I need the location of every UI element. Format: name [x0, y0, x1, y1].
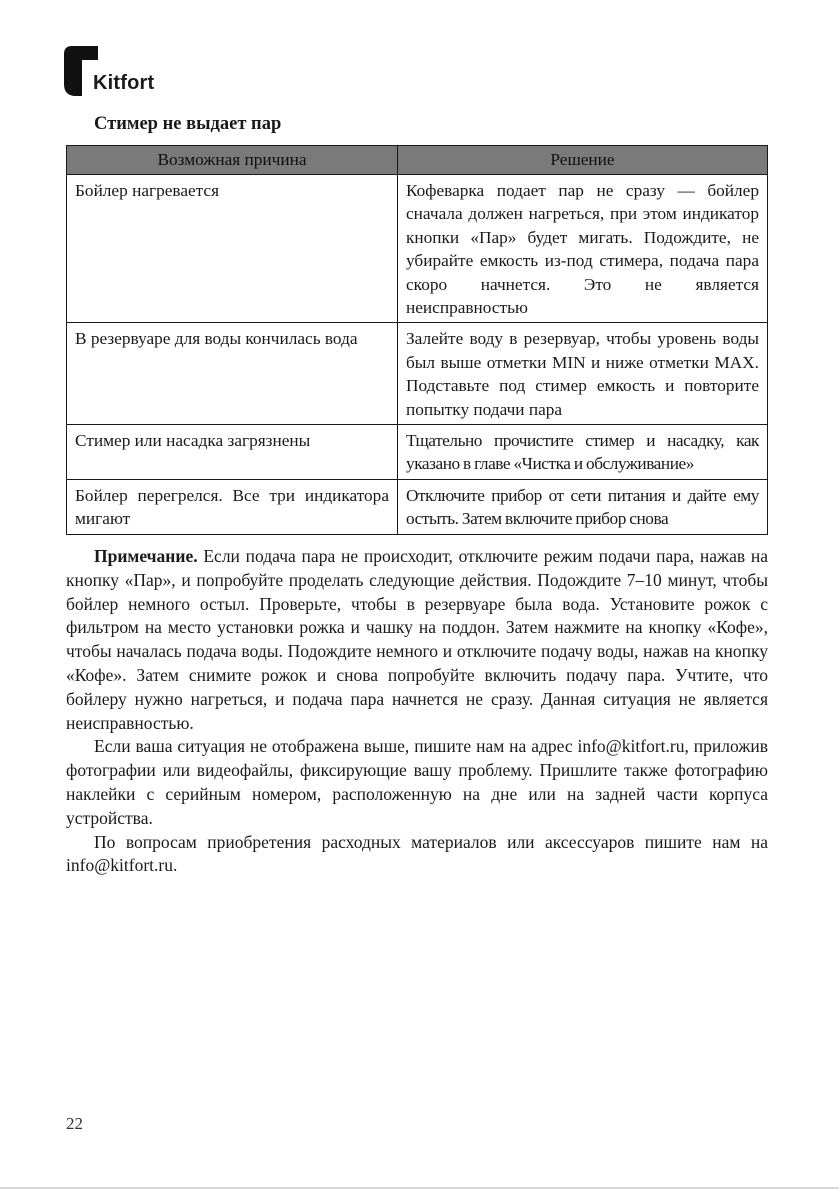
solution-cell: Отключите прибор от сети питания и дайте ему остыть. Затем включите прибор снова [398, 479, 768, 534]
table-row [67, 175, 768, 323]
note-paragraph [66, 545, 768, 735]
kitfort-logo [64, 46, 184, 96]
contact-paragraph: Если ваша ситуация не отображена выше, пишите нам на адрес info@kitfort.ru, приложив фотографии или видеофайлы, фиксирующие вашу проблему. Пришлите также фотографию наклейки с серийным номером, расположенную на дне или на задней части корпуса устройства. [66, 736, 768, 828]
cause-cell: Бойлер перегрелся. Все три индикатора мигают [67, 479, 398, 534]
table-row [67, 479, 768, 534]
page-number: 22 [66, 1114, 83, 1133]
solution-cell: Кофеварка подает пар не сразу — бойлер сначала должен нагреться, при этом индикатор кнопки «Пар» будет мигать. Подождите, не убирайте емкость из-под стимера, подача пара скоро начнется. Это не является неисправностью [398, 175, 768, 323]
table-row [67, 425, 768, 480]
solution-cell: Тщательно прочистите стимер и насадку, как указано в главе «Чистка и обслуживание» [398, 425, 768, 480]
table-header-row [67, 146, 768, 175]
notes-section [66, 545, 768, 878]
column-header-cause: Возможная причина [67, 146, 398, 175]
accessories-paragraph: По вопросам приобретения расходных материалов или аксессуаров пишите нам на info@kitfort.ru. [66, 831, 768, 876]
cause-cell: Бойлер нагревается [67, 175, 398, 323]
table-row [67, 323, 768, 425]
column-header-solution: Решение [398, 146, 768, 175]
solution-cell: Залейте воду в резервуар, чтобы уровень воды был выше отметки MIN и ниже отметки MAX. Подставьте под стимер емкость и повторите попытку подачи пара [398, 323, 768, 425]
note-text: Если подача пара не происходит, отключите режим подачи пара, нажав на кнопку «Пар», и попробуйте проделать следующие действия. Подождите 7–10 минут, чтобы бойлер немного остыл. Проверьте, чтобы в резервуаре была вода. Установите рожок с фильтром на место установки рожка и чашку на поддон. Затем нажмите на кнопку «Кофе», чтобы началась подача воды. Подождите немного и отключите подачу воды, нажав на кнопку «Кофе». Затем снимите рожок и снова попробуйте включить подачу пара. Учтите, что бойлеру нужно нагреться, и подача пара начнется не сразу. Данная ситуация не является неисправностью. [66, 546, 768, 733]
brand-name: Kitfort [93, 72, 155, 94]
cause-cell: В резервуаре для воды кончилась вода [67, 323, 398, 425]
cause-cell: Стимер или насадка загрязнены [67, 425, 398, 480]
note-label: Примечание. [94, 546, 198, 566]
troubleshooting-table [66, 145, 768, 535]
section-title: Стимер не выдает пар [94, 114, 282, 134]
